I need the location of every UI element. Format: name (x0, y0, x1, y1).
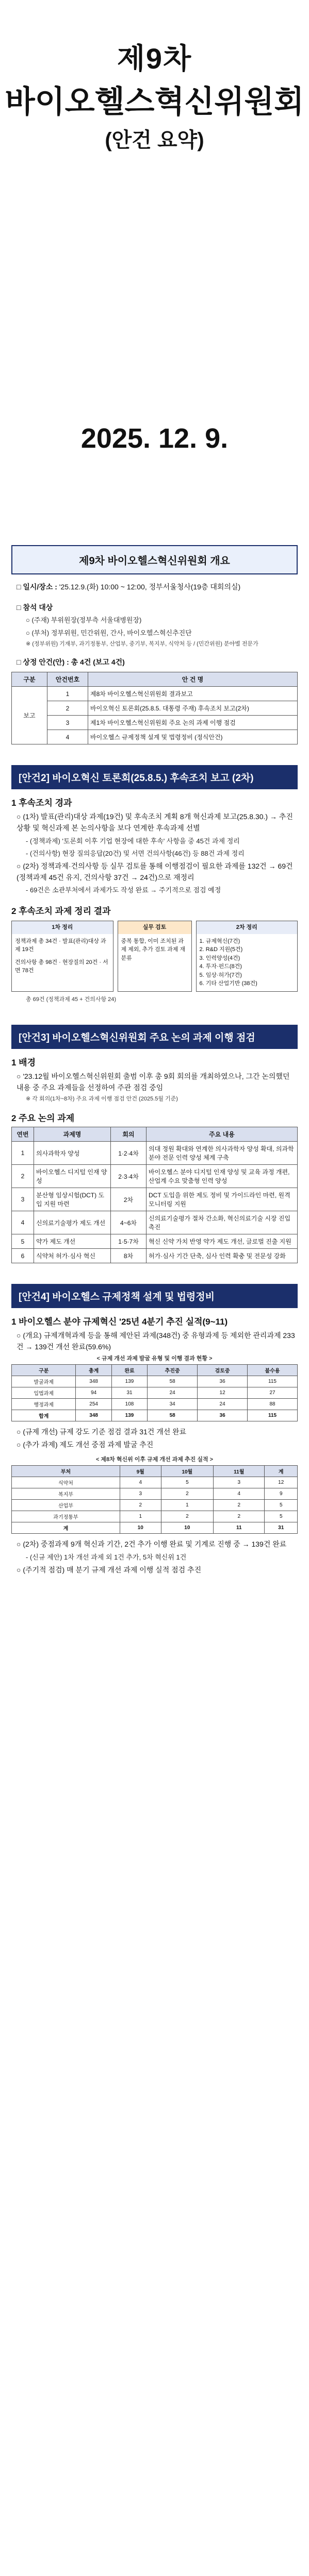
table-row: 합계 348 139 58 36 115 (12, 1410, 298, 1421)
table-row: 4 신의료기술평가 제도 개선 4~6차 신의료기술평가 절차 간소화, 혁신의료기술 시장 진입 촉진 (12, 1211, 298, 1234)
agenda3-header: [안건3] 바이오헬스혁신위원회 주요 논의 과제 이행 점검 (11, 1025, 298, 1049)
agenda-group: 보고 (12, 687, 47, 744)
flow-left: 1차 정리 정책과제 총 34건 · 발표(관리)대상 과제 19건 건의사항 총 98건 · 현장질의 20건 · 서면 78건 (11, 921, 113, 992)
agenda4-table: 구분 총계 완료 추진중 검토중 불수용 발굴과제 348 139 58 36 115 입법과제 94 31 24 12 27 행정과제 254 108 34 24 88 합계 348 139 58 36 115 (11, 1364, 298, 1421)
table-row: 복지부 3 2 4 9 (12, 1488, 298, 1499)
table-row: 3 제1차 바이오헬스혁신위원회 주요 논의 과제 이행 점검 (12, 716, 298, 730)
agenda3-table: 연번 과제명 회의 주요 내용 1 의사과학자 양성 1·2·4차 의대 정원 확대와 연계한 의사과학자 양성 확대, 의과학 분야 전문 인력 양성 체계 구축 2 바이오헬스 디지털 인재 양성 2·3·4차 바이오헬스 분야 디지털 인재 양성 및 교육 과정 개편, 산업계 수요 맞춤형 인력 양성 3 분산형 임상시험(DCT) 도입 지원 마련 2차 DCT 도입을 위한 제도 정비 및 가이드라인 마련, 원격 모니터링 지원 4 신의료기술평가 제도 개선 4~6차 신의료기술평가 절차 간소화, 혁신의료기술 시장 진입 촉진 5 약가 제도 개선 1·5·7차 혁신 신약 가치 반영 약가 제도 개선, 글로벌 진출 지원 6 식약처 허가·심사 혁신 8차 허가·심사 기간 단축, 심사 인력 확충 및 전문성 강화 (11, 1127, 298, 1263)
attend-note: ※ (정부위원) 기재부, 과기정통부, 산업부, 중기부, 복지부, 식약처 등 / (민간위원) 분야별 전문가 (26, 640, 258, 647)
list-item: 1. 규제혁신(7건) (199, 938, 240, 944)
overview-banner: 제9차 바이오헬스혁신위원회 개요 (11, 545, 298, 574)
agenda-table (11, 672, 298, 744)
agenda-th-no: 안건번호 (47, 672, 88, 687)
cover-title: 바이오헬스혁신위원회 (5, 84, 304, 119)
agenda2-section: [안건2] 바이오혁신 토론회(25.8.5.) 후속조치 보고 (2차) 1 후속조치 경과 ○ (1차) 발표(관리)대상 과제(19건) 및 후속조치 계획 8개 혁신과제 보고(25.8.30.) → 추진상황 및 혁신과제 본 논의사항을 보다 연계한 후속과제 선별 - (정책과제) '토론회 이후 기업 현장에 대한 후속' 사항을 중 45건 과제 정리 - (건의사항) 현장 질의응답(20건) 및 서면 건의사항(46건) 등 88건 과제 정리 ○ (2차) 정책과제·건의사항 등 실무 검토를 통해 이행점검이 필요한 과제를 132건 → 69건(정책과제 45건 유지, 건의사항 37건 → 24건)으로 재정리 - 69건은 소관부처에서 과제가도 작성 완료 → 주기적으로 점검 예정 2 후속조치 과제 정리 결과 1차 정리 정책과제 총 34건 · 발표(관리)대상 과제 19건 건의사항 총 98건 · 현장질의 20건 · 서면 78건 실무 검토 중복 통합, 이미 조치된 과제 제외, 추가 검토 과제 재분류 2차 정리 1. 규제혁신(7건) 2. R&D 지원(5건) 3. 인력양성(4건) 4. 투자·펀드(8건) 5. 임상·허가(7건) 6. 기타 산업기반 (38건) 총 69건 (정책과제 45 + 건의사항 24) (11, 765, 298, 1004)
table-row: 식약처 4 5 3 12 (12, 1477, 298, 1488)
agenda2-sub1: 1 후속조치 경과 (11, 798, 72, 808)
cover-subtitle: (안건 요약) (105, 129, 204, 151)
cover-date: 2025. 12. 9. (80, 423, 229, 454)
flow-mid: 실무 검토 중복 통합, 이미 조치된 과제 제외, 추가 검토 과제 재분류 (118, 921, 192, 992)
flow-right: 2차 정리 1. 규제혁신(7건) 2. R&D 지원(5건) 3. 인력양성(4건) 4. 투자·펀드(8건) 5. 임상·허가(7건) 6. 기타 산업기반 (38건) (196, 921, 298, 992)
table-row: 2 바이오헬스 디지털 인재 양성 2·3·4차 바이오헬스 분야 디지털 인재 양성 및 교육 과정 개편, 산업계 수요 맞춤형 인력 양성 (12, 1165, 298, 1188)
table-row: 보고 1 제8차 바이오헬스혁신위원회 결과보고 (12, 687, 298, 701)
agenda2-sub2: 2 후속조치 과제 정리 결과 (11, 906, 111, 917)
list-item: 2. R&D 지원(5건) (199, 946, 243, 953)
agenda-th-name: 안 건 명 (88, 672, 298, 687)
table-row: 2 바이오혁신 토론회(25.8.5. 대통령 주재) 후속조치 보고(2차) (12, 701, 298, 716)
list-item: 4. 투자·펀드(8건) (199, 963, 242, 970)
table-row: 5 약가 제도 개선 1·5·7차 혁신 신약 가치 반영 약가 제도 개선, 글로벌 진출 지원 (12, 1234, 298, 1249)
list-item: 6. 기타 산업기반 (38건) (199, 980, 257, 987)
table-row: 4 바이오헬스 규제정책 설계 및 법령정비 (정식안건) (12, 730, 298, 744)
table-row: 산업부 2 1 2 5 (12, 1499, 298, 1511)
agenda-th-type: 구분 (12, 672, 47, 687)
cover-session: 제9차 (117, 42, 192, 75)
agenda4-small-table: 부처 9월 10월 11월 계 식약처 4 5 3 12 복지부 3 2 4 9 산업부 2 1 2 5 과기정통부 1 2 2 5 계 10 10 11 31 (11, 1465, 298, 1534)
table-row: 1 의사과학자 양성 1·2·4차 의대 정원 확대와 연계한 의사과학자 양성 확대, 의과학 분야 전문 인력 양성 체계 구축 (12, 1142, 298, 1165)
agenda4-section: [안건4] 바이오헬스 규제정책 설계 및 법령정비 1 바이오헬스 분야 규제혁신 '25년 4분기 추진 실적(9~11) ○ (개요) 규제개혁과제 등을 통해 제안된 과제(348건) 중 유형과제 등 제외한 관리과제 233건 → 139건 개선 완료(59.6%) < 규제 개선 과제 발굴 유형 및 이행 결과 현황 > 구분 총계 완료 추진중 검토중 불수용 발굴과제 348 139 58 36 115 입법과제 94 31 24 12 27 행정과제 254 108 34 24 88 합계 348 139 58 36 115 ○ (규제 개선) 규제 강도 기준 점검 결과 31건 개선 완료 ○ (추가 과제) 제도 개선 중점 과제 발굴 추진 < 제8차 혁신위 이후 규제 개선 과제 추진 실적 > 부처 9월 10월 11월 계 식약처 4 5 3 12 복지부 3 2 4 9 산업부 2 1 2 5 과기정통부 1 2 2 5 계 10 10 11 31 ○ (2차) 중점과제 9개 혁신과 기간, 2건 추가 이행 완료 및 기계로 진행 중 → 139건 완료 - (신규 제안) 1차 개선 과제 외 1건 추가, 5차 혁신위 1건 ○ (주기적 점검) 매 분기 규제 개선 과제 이행 실적 점검 추진 (11, 1284, 298, 1575)
flow-note: 총 69건 (정책과제 45 + 건의사항 24) (26, 996, 117, 1003)
agenda2-flow (11, 921, 298, 992)
datetime-value: '25.12.9.(화) 10:00 ~ 12:00, 정부서울청사(19층 대회의실) (59, 583, 241, 591)
list-item: 5. 임상·허가(7건) (199, 972, 242, 978)
cover-page (0, 0, 309, 536)
table-row: 3 분산형 임상시험(DCT) 도입 지원 마련 2차 DCT 도입을 위한 제도 정비 및 가이드라인 마련, 원격 모니터링 지원 (12, 1188, 298, 1211)
table-row: 계 10 10 11 31 (12, 1522, 298, 1533)
table-row: 과기정통부 1 2 2 5 (12, 1511, 298, 1522)
agenda3-section: [안건3] 바이오헬스혁신위원회 주요 논의 과제 이행 점검 1 배경 ○ '23.12월 바이오헬스혁신위원회 출범 이후 총 9회 회의를 개최하였으나, 그간 논의했던 내용 중 주요 과제들을 선정하여 주관 점검 중임 ※ 각 회의(1차~8차) 주요 과제 이행 점검 안건 (2025.5월 기준) 2 주요 논의 과제 연번 과제명 회의 주요 내용 1 의사과학자 양성 1·2·4차 의대 정원 확대와 연계한 의사과학자 양성 확대, 의과학 분야 전문 인력 양성 체계 구축 2 바이오헬스 디지털 인재 양성 2·3·4차 바이오헬스 분야 디지털 인재 양성 및 교육 과정 개편, 산업계 수요 맞춤형 인력 양성 3 분산형 임상시험(DCT) 도입 지원 마련 2차 DCT 도입을 위한 제도 정비 및 가이드라인 마련, 원격 모니터링 지원 4 신의료기술평가 제도 개선 4~6차 신의료기술평가 절차 간소화, 혁신의료기술 시장 진입 촉진 5 약가 제도 개선 1·5·7차 혁신 신약 가치 반영 약가 제도 개선, 글로벌 진출 지원 6 식약처 허가·심사 혁신 8차 허가·심사 기간 단축, 심사 인력 확충 및 전문성 강화 (11, 1025, 298, 1263)
table-row: 6 식약처 허가·심사 혁신 8차 허가·심사 기간 단축, 심사 인력 확충 및 전문성 강화 (12, 1249, 298, 1263)
agenda4-header: [안건4] 바이오헬스 규제정책 설계 및 법령정비 (11, 1284, 298, 1308)
table-row: 발굴과제 348 139 58 36 115 (12, 1376, 298, 1387)
attend-members: ○ (부처) 정부위원, 민간위원, 간사, 바이오헬스혁신추진단 (26, 629, 192, 637)
table-row: 입법과제 94 31 24 12 27 (12, 1387, 298, 1398)
table-row: 행정과제 254 108 34 24 88 (12, 1398, 298, 1410)
agenda2-header: [안건2] 바이오혁신 토론회(25.8.5.) 후속조치 보고 (2차) (11, 765, 298, 789)
datetime-label: □ 일시/장소 : (17, 583, 57, 591)
overview-section (11, 545, 298, 744)
attend-chair: ○ (주재) 부위원장(정부측 서울대병원장) (26, 616, 142, 624)
agenda-label: □ 상정 안건(안) : 총 4건 (보고 4건) (17, 657, 125, 666)
list-item: 3. 인력양성(4건) (199, 955, 240, 961)
attend-label: □ 참석 대상 (17, 603, 53, 612)
